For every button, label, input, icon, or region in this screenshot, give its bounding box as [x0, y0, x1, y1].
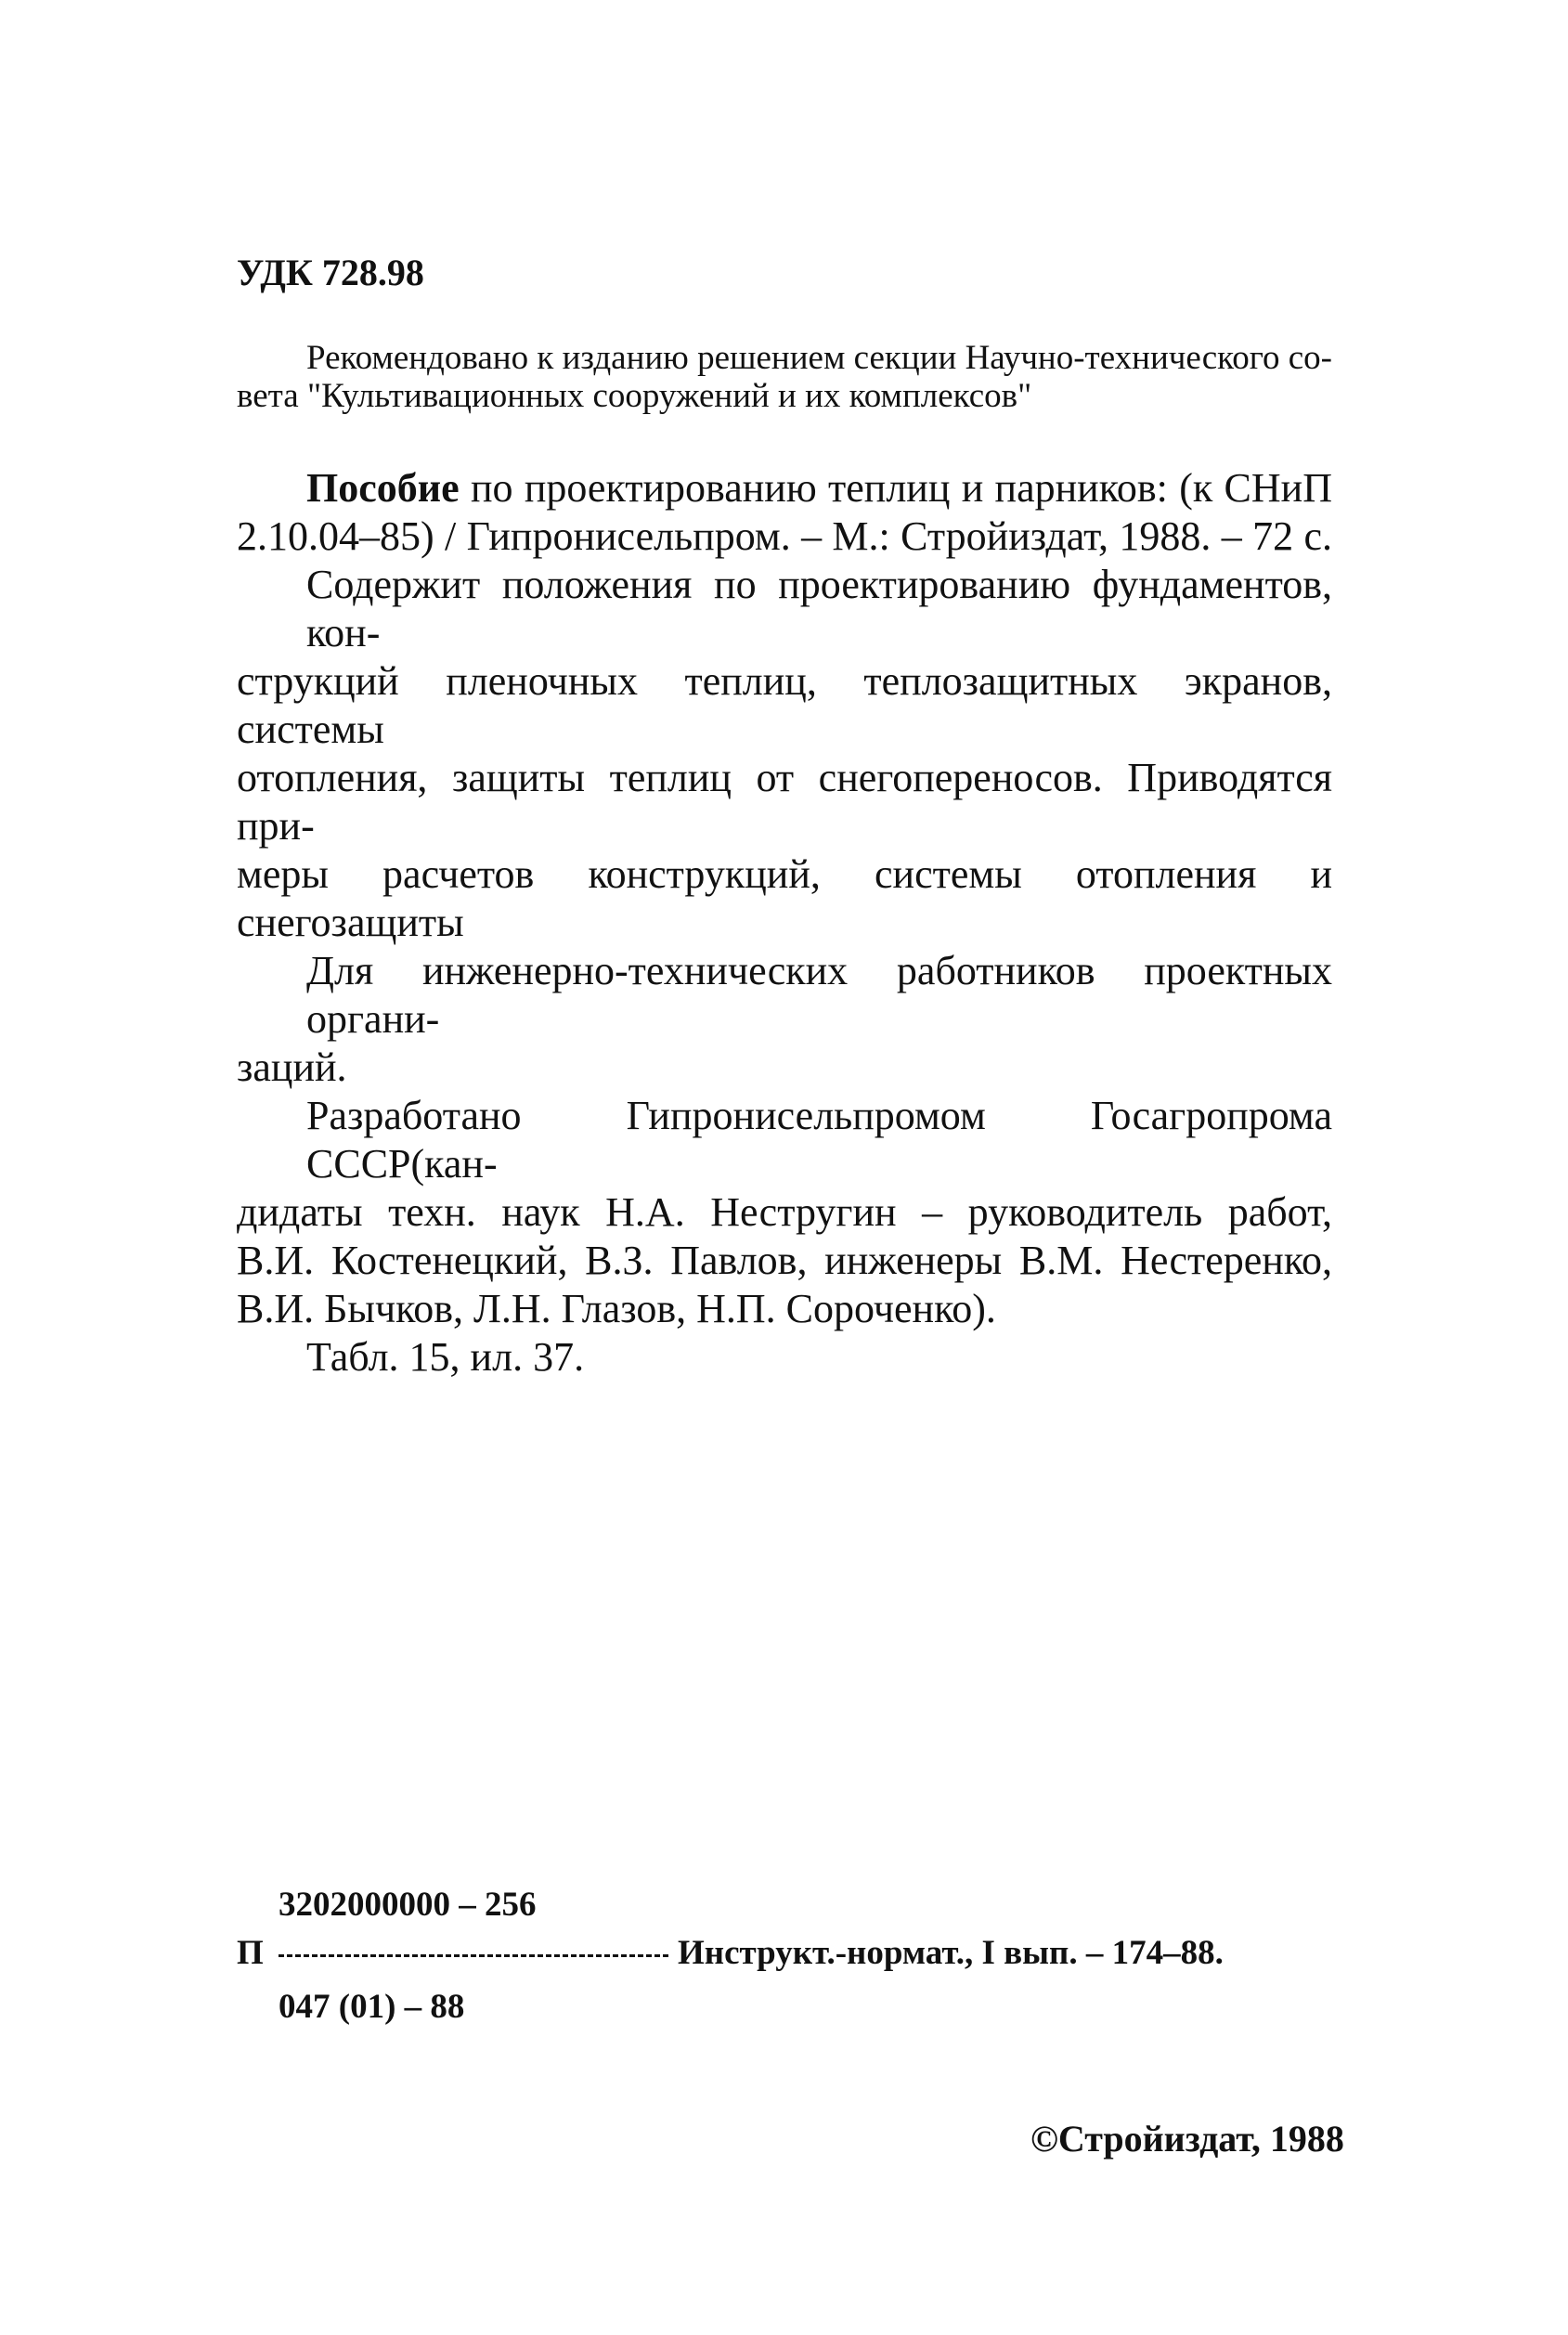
developers-line: дидаты техн. наук Н.А. Нестругин – руководитель работ, — [237, 1189, 1332, 1235]
recommendation-line-1: Рекомендовано к изданию решением секции Научно-технического со- — [306, 339, 1332, 377]
developers-line: В.И. Бычков, Л.Н. Глазов, Н.П. Сороченко). — [237, 1286, 996, 1331]
content-line: меры расчетов конструкций, системы отопления и снегозащиты — [237, 851, 1332, 945]
annotation-block — [237, 464, 1332, 1382]
book-title: Пособие — [306, 465, 460, 511]
audience-line: Для инженерно-технических работников проектных органи- — [306, 948, 1332, 1042]
publication-code-top: 3202000000 – 256 — [279, 1886, 537, 1924]
content-summary — [237, 561, 1332, 947]
content-line: отопления, защиты теплиц от снегопереносов. Приводятся при- — [237, 755, 1332, 849]
tables-illustrations-line: Табл. 15, ил. 37. — [306, 1334, 585, 1380]
title-rest: по проектированию теплиц и парников: (к СНиП — [459, 465, 1332, 511]
publication-code-prefix: П — [237, 1934, 264, 1972]
developers-line: Разработано Гипронисельпромом Госагропрома СССР(кан- — [306, 1093, 1332, 1187]
content-line: Содержит положения по проектированию фундаментов, кон- — [306, 562, 1332, 655]
copyright-notice: ©Стройиздат, 1988 — [1030, 2118, 1344, 2160]
publication-instruction: Инструкт.-нормат., I вып. – 174–88. — [678, 1934, 1224, 1972]
recommendation-note — [237, 339, 1332, 415]
bibliographic-description — [237, 464, 1332, 561]
content-line: струкций пленочных теплиц, теплозащитных экранов, системы — [237, 658, 1332, 752]
developers-line: В.И. Костенецкий, В.З. Павлов, инженеры В.М. Нестеренко, — [237, 1238, 1332, 1283]
tables-illustrations-note — [237, 1333, 1332, 1382]
audience-line: заций. — [237, 1044, 347, 1090]
title-line-1 — [237, 464, 1332, 512]
title-line-2: 2.10.04–85) / Гипронисельпром. – М.: Стройиздат, 1988. – 72 с. — [237, 513, 1332, 559]
udk-code: УДК 728.98 — [237, 252, 424, 293]
fraction-dashed-line — [279, 1954, 668, 1957]
developers-note — [237, 1092, 1332, 1333]
recommendation-line-2: вета "Культивационных сооружений и их комплексов" — [237, 377, 1032, 415]
publication-code-bottom: 047 (01) – 88 — [279, 1988, 465, 2026]
audience-note — [237, 947, 1332, 1092]
